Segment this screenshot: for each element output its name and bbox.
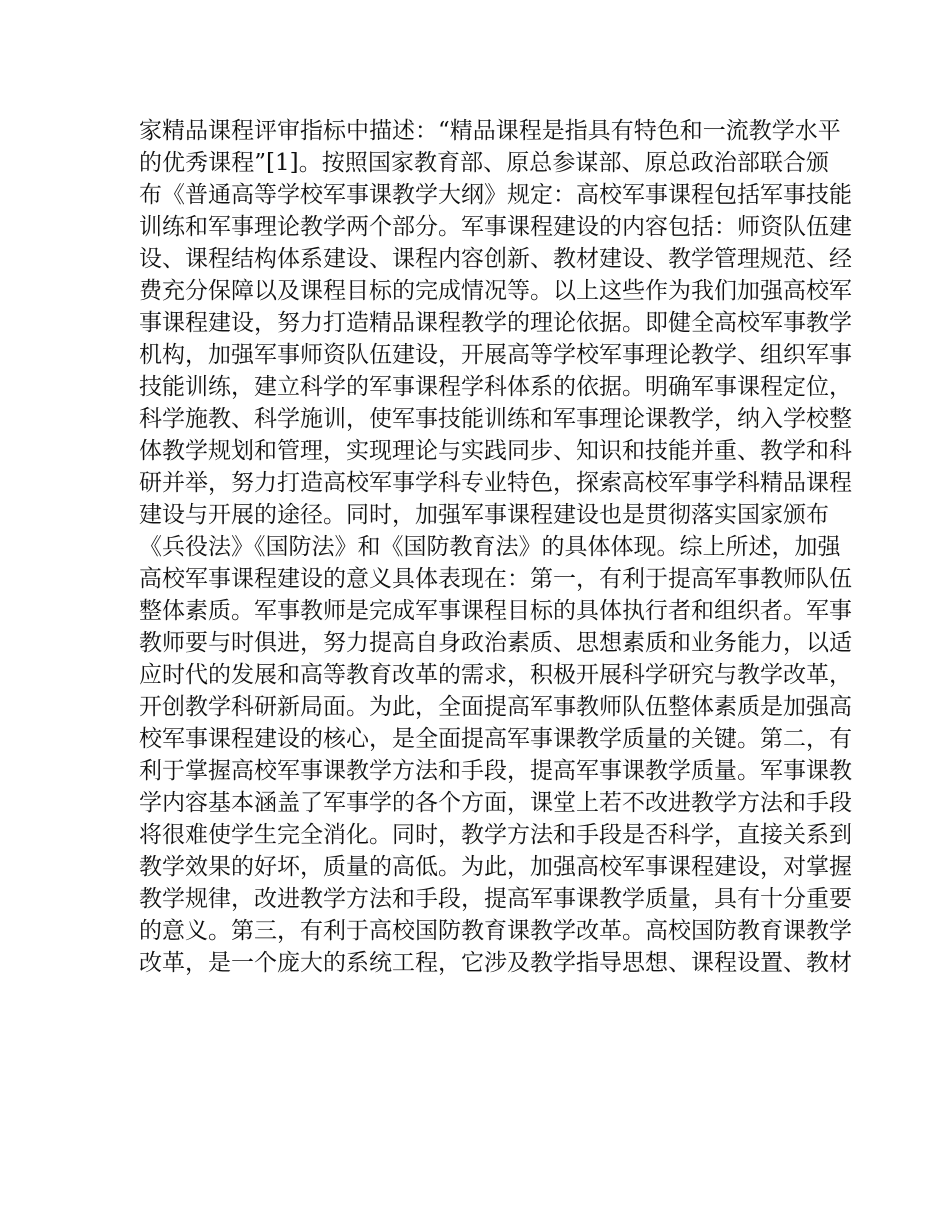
text-line: 的意义。第三，有利于高校国防教育课教学改革。高校国防教育课教学 bbox=[139, 918, 852, 944]
text-line: 高校军事课程建设的意义具体表现在：第一，有利于提高军事教师队伍 bbox=[139, 566, 852, 592]
text-line: 家精品课程评审指标中描述：“精品课程是指具有特色和一流教学水平 bbox=[139, 118, 841, 144]
text-line: 教学规律，改进教学方法和手段，提高军事课教学质量，具有十分重要 bbox=[139, 886, 852, 912]
text-line: 费充分保障以及课程目标的完成情况等。以上这些作为我们加强高校军 bbox=[139, 278, 852, 304]
text-line: 的优秀课程”[1]。按照国家教育部、原总参谋部、原总政治部联合颁 bbox=[139, 150, 829, 176]
text-line: 教学效果的好坏，质量的高低。为此，加强高校军事课程建设，对掌握 bbox=[139, 854, 852, 880]
text-line: 设、课程结构体系建设、课程内容创新、教材建设、教学管理规范、经 bbox=[139, 246, 852, 272]
text-line: 布《普通高等学校军事课教学大纲》规定：高校军事课程包括军事技能 bbox=[139, 182, 852, 208]
text-line: 将很难使学生完全消化。同时，教学方法和手段是否科学，直接关系到 bbox=[139, 822, 852, 848]
text-line: 技能训练，建立科学的军事课程学科体系的依据。明确军事课程定位， bbox=[139, 374, 852, 400]
text-line: 教师要与时俱进，努力提高自身政治素质、思想素质和业务能力，以适 bbox=[139, 630, 852, 656]
text-line: 整体素质。军事教师是完成军事课程目标的具体执行者和组织者。军事 bbox=[139, 598, 852, 624]
text-line: 训练和军事理论教学两个部分。军事课程建设的内容包括：师资队伍建 bbox=[139, 214, 852, 240]
text-line: 科学施教、科学施训，使军事技能训练和军事理论课教学，纳入学校整 bbox=[139, 406, 852, 432]
text-line: 研并举，努力打造高校军事学科专业特色，探索高校军事学科精品课程 bbox=[139, 470, 852, 496]
text-line: 体教学规划和管理，实现理论与实践同步、知识和技能并重、教学和科 bbox=[139, 438, 852, 464]
text-line: 开创教学科研新局面。为此，全面提高军事教师队伍整体素质是加强高 bbox=[139, 694, 852, 720]
body-text bbox=[139, 115, 852, 979]
text-line: 事课程建设，努力打造精品课程教学的理论依据。即健全高校军事教学 bbox=[139, 310, 852, 336]
text-line: 机构，加强军事师资队伍建设，开展高等学校军事理论教学、组织军事 bbox=[139, 342, 852, 368]
text-line: 建设与开展的途径。同时，加强军事课程建设也是贯彻落实国家颁布 bbox=[139, 502, 829, 528]
text-line: 改革，是一个庞大的系统工程，它涉及教学指导思想、课程设置、教材 bbox=[139, 950, 852, 976]
text-line: 校军事课程建设的核心，是全面提高军事课教学质量的关键。第二，有 bbox=[139, 726, 852, 752]
text-line: 利于掌握高校军事课教学方法和手段，提高军事课教学质量。军事课教 bbox=[139, 758, 852, 784]
text-line: 《兵役法》《国防法》和《国防教育法》的具体体现。综上所述，加强 bbox=[139, 534, 841, 560]
text-line: 应时代的发展和高等教育改革的需求，积极开展科学研究与教学改革， bbox=[139, 662, 852, 688]
text-line: 学内容基本涵盖了军事学的各个方面，课堂上若不改进教学方法和手段 bbox=[139, 790, 852, 816]
